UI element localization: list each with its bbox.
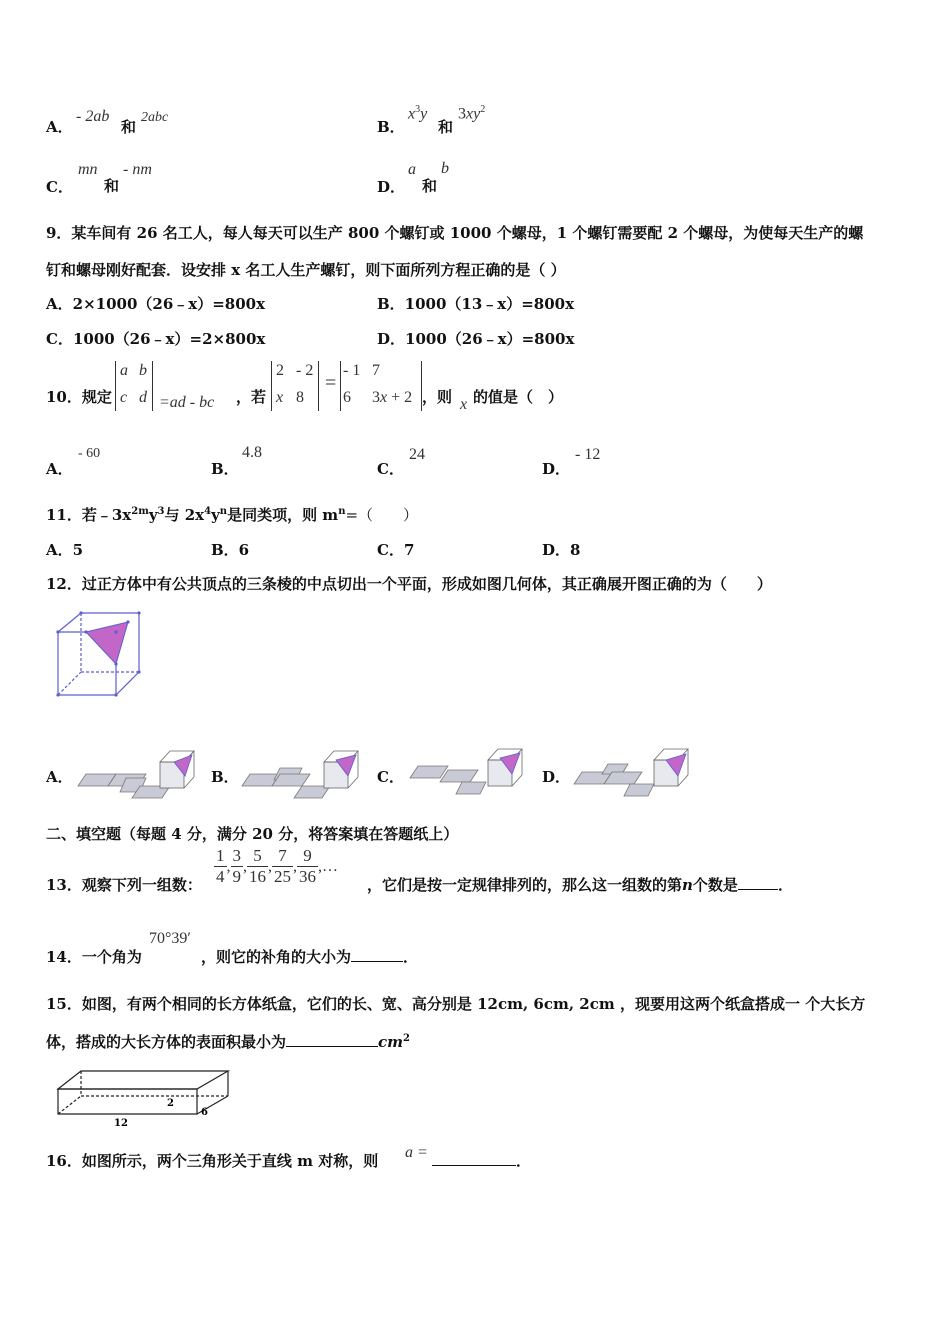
q13-suffix: ，它们是按一定规律排列的，那么这一组数的第n个数是 ． xyxy=(367,876,793,894)
q15-stem-line1: 15．如图，有两个相同的长方体纸盒，它们的长、宽、高分别是 12cm, 6cm, 2cm ，现要用这两个纸盒搭成一 个大长方 xyxy=(46,995,866,1013)
q10-comma-if: ，若 xyxy=(236,388,267,406)
q8-option-b-and: 和 xyxy=(438,118,454,136)
q16-answer-blank[interactable] xyxy=(432,1165,516,1166)
q11-option-d: D．8 xyxy=(542,541,581,559)
q10-right-determinant: - 1 7 6 3x + 2 xyxy=(340,361,422,411)
q10-option-a-value: - 60 xyxy=(78,446,101,461)
q10-prefix: 10．规定 xyxy=(46,388,112,406)
q8-option-d-and: 和 xyxy=(422,177,438,195)
q14-answer-blank[interactable] xyxy=(351,961,403,962)
q12-stem: 12．过正方体中有公共顶点的三条棱的中点切出一个平面，形成如图几何体，其正确展开图正确的为（ ） xyxy=(46,575,772,593)
q16-stem: 16．如图所示，两个三角形关于直线 m 对称，则 xyxy=(46,1152,379,1170)
q13-fraction: $\frac{7}{25}$ xyxy=(274,846,291,886)
q15-box-figure xyxy=(54,1066,234,1130)
q8-option-a-and: 和 xyxy=(121,118,137,136)
q11-option-b: B．6 xyxy=(211,541,250,559)
q8-option-c-left: mn xyxy=(78,161,98,178)
q10-definition-result: =ad - bc xyxy=(159,394,215,411)
q9-option-b: B．1000（13﹣x）=800x xyxy=(377,295,575,313)
q9-option-a: A．2×1000（26﹣x）=800x xyxy=(46,295,266,313)
q15-label-width: 6 xyxy=(201,1107,208,1118)
q13-ellipsis: … xyxy=(322,858,338,875)
q13-prefix: 13．观察下列一组数： xyxy=(46,876,202,894)
q13-fraction: $\frac{1}{4}$ xyxy=(216,846,225,886)
q12-option-a-net[interactable] xyxy=(74,746,202,802)
q12-option-c-label[interactable]: C． xyxy=(377,768,404,786)
q10-equals: = xyxy=(325,372,337,394)
q10-option-c-label: C． xyxy=(377,460,404,478)
q10-option-a-label: A． xyxy=(46,460,73,478)
q13-fraction: $\frac{3}{9}$ xyxy=(232,846,241,886)
q10-option-d-value: - 12 xyxy=(575,446,601,463)
q12-option-c-net[interactable] xyxy=(404,742,532,800)
q9-option-d: D．1000（26﹣x）=800x xyxy=(377,330,575,348)
q15-answer-blank[interactable] xyxy=(286,1046,378,1047)
section-2-title: 二、填空题（每题 4 分，满分 20 分，将答案填在答题纸上） xyxy=(46,825,459,843)
q8-option-c-right: - nm xyxy=(123,161,152,178)
q15-stem-line2: 体，搭成的大长方体的表面积最小为 $cm^2$ xyxy=(46,1033,410,1051)
q13-fraction-sequence: $\frac{1}{4}$ , $\frac{3}{9}$ , $\frac{5}{16}$ , $\frac{7}{25}$ , $\frac{9}{36}$ ,… xyxy=(216,846,338,886)
q14-prefix: 14．一个角为 xyxy=(46,948,142,966)
q8-option-d-right: b xyxy=(441,160,449,177)
q15-label-height: 2 xyxy=(167,1098,174,1109)
q10-left-determinant: 2 - 2 x 8 xyxy=(271,361,319,411)
q8-option-c-label: C． xyxy=(46,178,73,196)
q11-option-c: C．7 xyxy=(377,541,415,559)
q12-option-b-label[interactable]: B． xyxy=(211,768,239,786)
q9-stem-line1: 9．某车间有 26 名工人，每人每天可以生产 800 个螺钉或 1000 个螺母，1 个螺钉需要配 2 个螺母，为使每天生产的螺 xyxy=(46,224,864,242)
q13-answer-blank[interactable] xyxy=(738,889,778,890)
q8-option-d-label: D． xyxy=(377,178,406,196)
q8-option-b-right: $3xy^2$ xyxy=(458,104,486,123)
q8-option-b-label: B． xyxy=(377,118,405,136)
q12-option-a-label[interactable]: A． xyxy=(46,768,73,786)
q11-stem: 11．若$﹣3x^{2m}y^3$与 $2x^4y^n$是同类项，则 $m^n=$（ ） xyxy=(46,506,419,524)
q10-definition-determinant: a b c d xyxy=(115,361,153,411)
q10-option-d-label: D． xyxy=(542,460,571,478)
q10-then: ，则 xyxy=(422,388,453,406)
q9-option-c: C．1000（26﹣x）=2×800x xyxy=(46,330,266,348)
q13-fraction: $\frac{5}{16}$ xyxy=(249,846,266,886)
q12-option-b-net[interactable] xyxy=(236,746,366,802)
q16-variable: a = xyxy=(405,1144,428,1161)
q10-suffix: 的值是（ ） xyxy=(473,388,564,406)
q8-option-a-left: - 2ab xyxy=(76,108,110,125)
q10-option-b-label: B． xyxy=(211,460,239,478)
q11-option-a: A．5 xyxy=(46,541,84,559)
q14-angle: 70°39′ xyxy=(149,930,191,947)
q12-option-d-net[interactable] xyxy=(568,744,696,802)
q8-option-c-and: 和 xyxy=(104,177,120,195)
q8-option-b-left: $x^3y$ xyxy=(408,104,428,123)
q12-cube-figure xyxy=(50,608,150,700)
q15-label-length: 12 xyxy=(114,1118,128,1129)
q8-option-a-right: 2abc xyxy=(141,110,169,125)
q16-answer: ． xyxy=(432,1150,531,1171)
q12-option-d-label[interactable]: D． xyxy=(542,768,571,786)
q14-suffix: ，则它的补角的大小为 ． xyxy=(201,948,419,966)
q10-option-b-value: 4.8 xyxy=(242,444,262,461)
q8-option-d-left: a xyxy=(408,161,416,178)
q10-option-c-value: 24 xyxy=(409,446,425,463)
q10-variable: x xyxy=(460,396,468,413)
q9-stem-line2: 钉和螺母刚好配套．设安排 x 名工人生产螺钉，则下面所列方程正确的是（ ） xyxy=(46,261,566,279)
q13-fraction: $\frac{9}{36}$ xyxy=(299,846,316,886)
q8-option-a-label: A． xyxy=(46,118,73,136)
